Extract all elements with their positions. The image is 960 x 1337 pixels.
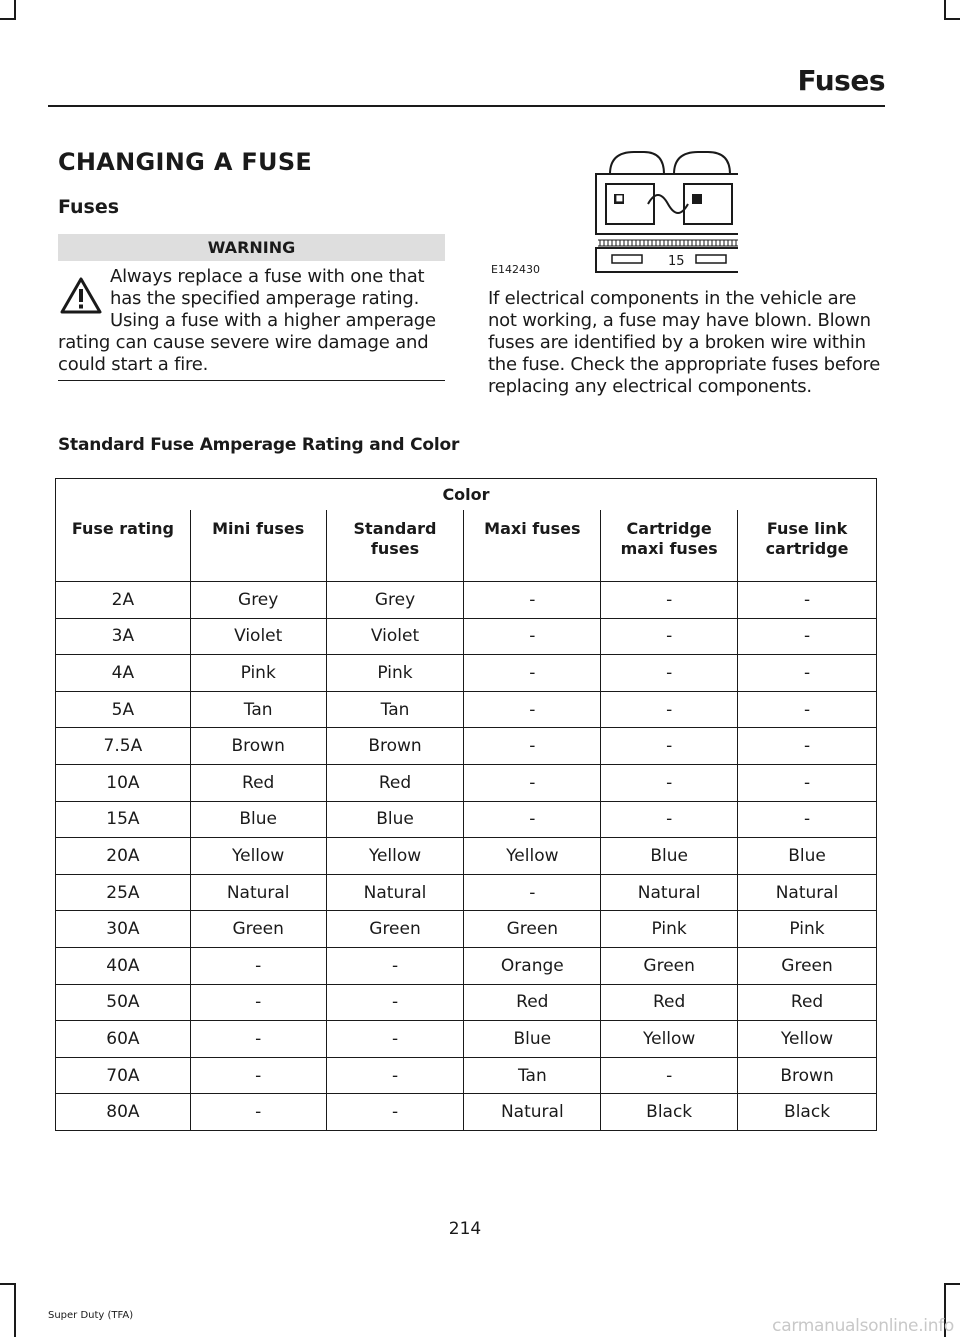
table-cell: Grey xyxy=(190,582,326,619)
table-cell: Natural xyxy=(601,874,738,911)
table-cell: - xyxy=(464,618,601,655)
table-cell: 7.5A xyxy=(56,728,191,765)
table-row xyxy=(56,691,877,728)
table-cell: 20A xyxy=(56,838,191,875)
table-cell: Red xyxy=(190,764,326,801)
table-cell: - xyxy=(464,874,601,911)
table-cell: Natural xyxy=(326,874,464,911)
page-header-title: Fuses xyxy=(797,64,885,97)
table-cell: Pink xyxy=(738,911,877,948)
table-row xyxy=(56,1057,877,1094)
table-cell: - xyxy=(190,1094,326,1131)
table-cell: - xyxy=(601,1057,738,1094)
table-cell: - xyxy=(190,984,326,1021)
table-cell: Blue xyxy=(601,838,738,875)
table-cell: Yellow xyxy=(326,838,464,875)
table-cell: 5A xyxy=(56,691,191,728)
table-cell: Natural xyxy=(190,874,326,911)
table-cell: Blue xyxy=(464,1021,601,1058)
table-cell: Brown xyxy=(326,728,464,765)
table-row xyxy=(56,947,877,984)
table-cell: - xyxy=(190,947,326,984)
fuse-illustration xyxy=(578,148,738,275)
table-cell: - xyxy=(464,655,601,692)
section-subheading: Fuses xyxy=(58,196,120,218)
table-cell: 3A xyxy=(56,618,191,655)
table-cell: Yellow xyxy=(464,838,601,875)
table-cell: 60A xyxy=(56,1021,191,1058)
table-cell: 80A xyxy=(56,1094,191,1131)
table-row xyxy=(56,655,877,692)
table-cell: - xyxy=(326,1057,464,1094)
table-cell: - xyxy=(601,801,738,838)
crop-mark xyxy=(14,0,16,20)
table-cell: Violet xyxy=(190,618,326,655)
table-row xyxy=(56,764,877,801)
table-group-header-row xyxy=(56,479,877,511)
warning-text: Always replace a fuse with one that has the specified amperage rating. Using a fuse with a higher amperage rating can cause severe wire damage and could start a fire. xyxy=(58,266,436,375)
table-row xyxy=(56,582,877,619)
table-cell: - xyxy=(738,655,877,692)
table-cell: - xyxy=(190,1021,326,1058)
table-cell: 70A xyxy=(56,1057,191,1094)
fuse-color-table xyxy=(55,478,877,1131)
table-cell: Brown xyxy=(738,1057,877,1094)
table-cell: 2A xyxy=(56,582,191,619)
table-cell: Blue xyxy=(190,801,326,838)
table-cell: - xyxy=(738,618,877,655)
table-cell: - xyxy=(326,1094,464,1131)
table-row xyxy=(56,1021,877,1058)
table-cell: Green xyxy=(738,947,877,984)
table-cell: - xyxy=(190,1057,326,1094)
warning-rule xyxy=(58,380,445,381)
table-title: Standard Fuse Amperage Rating and Color xyxy=(58,435,460,455)
table-header-row xyxy=(56,510,877,582)
warning-triangle-icon xyxy=(59,276,103,316)
table-cell: 30A xyxy=(56,911,191,948)
body-paragraph: If electrical components in the vehicle are not working, a fuse may have blown. Blown fuses are identified by a broken wire within the fuse. Check the appropriate fuses before replacing any electrical components. xyxy=(488,288,881,397)
table-cell: - xyxy=(738,691,877,728)
table-cell: Natural xyxy=(738,874,877,911)
column-header: Fuse rating xyxy=(56,510,191,582)
crop-mark xyxy=(0,18,16,20)
table-cell: - xyxy=(326,947,464,984)
table-cell: Pink xyxy=(326,655,464,692)
page-number: 214 xyxy=(448,1219,482,1239)
table-cell: - xyxy=(601,618,738,655)
table-cell: - xyxy=(464,801,601,838)
table-body xyxy=(56,582,877,1131)
table-cell: Yellow xyxy=(738,1021,877,1058)
table-cell: - xyxy=(464,764,601,801)
table-cell: 25A xyxy=(56,874,191,911)
table-cell: Red xyxy=(326,764,464,801)
section-heading: CHANGING A FUSE xyxy=(58,148,313,176)
table-cell: Tan xyxy=(326,691,464,728)
table-cell: - xyxy=(464,728,601,765)
table-row xyxy=(56,728,877,765)
table-cell: Violet xyxy=(326,618,464,655)
table-cell: Black xyxy=(601,1094,738,1131)
table-cell: - xyxy=(738,764,877,801)
figure-label: E142430 xyxy=(491,263,540,276)
table-cell: Natural xyxy=(464,1094,601,1131)
table-cell: Green xyxy=(464,911,601,948)
table-row xyxy=(56,618,877,655)
table-cell: - xyxy=(464,582,601,619)
table-cell: Green xyxy=(190,911,326,948)
table-cell: - xyxy=(601,582,738,619)
header-rule xyxy=(48,105,885,107)
column-header: Standard fuses xyxy=(326,510,464,582)
table-cell: Red xyxy=(601,984,738,1021)
table-cell: - xyxy=(601,691,738,728)
table-cell: 4A xyxy=(56,655,191,692)
table-cell: - xyxy=(738,728,877,765)
table-cell: Green xyxy=(326,911,464,948)
table-cell: Red xyxy=(464,984,601,1021)
crop-mark xyxy=(944,0,946,20)
table-cell: Pink xyxy=(601,911,738,948)
table-cell: Blue xyxy=(738,838,877,875)
column-header: Mini fuses xyxy=(190,510,326,582)
table-cell: Orange xyxy=(464,947,601,984)
table-cell: Yellow xyxy=(601,1021,738,1058)
table-cell: 10A xyxy=(56,764,191,801)
table-cell: Black xyxy=(738,1094,877,1131)
fuse-number-label: 15 xyxy=(668,254,685,269)
table-cell: - xyxy=(326,1021,464,1058)
table-cell: - xyxy=(601,655,738,692)
table-cell: Yellow xyxy=(190,838,326,875)
column-header: Cartridge maxi fuses xyxy=(601,510,738,582)
table-cell: Blue xyxy=(326,801,464,838)
column-header: Maxi fuses xyxy=(464,510,601,582)
table-cell: Pink xyxy=(190,655,326,692)
table-group-header: Color xyxy=(56,479,877,511)
table-cell: - xyxy=(464,691,601,728)
watermark: carmanualsonline.info xyxy=(772,1316,954,1336)
crop-mark xyxy=(0,1283,16,1285)
table-row xyxy=(56,874,877,911)
crop-mark xyxy=(944,1283,960,1285)
table-row xyxy=(56,838,877,875)
table-cell: 15A xyxy=(56,801,191,838)
table-cell: - xyxy=(738,801,877,838)
table-row xyxy=(56,801,877,838)
table-cell: 40A xyxy=(56,947,191,984)
crop-mark xyxy=(14,1283,16,1337)
table-cell: Tan xyxy=(190,691,326,728)
table-cell: - xyxy=(326,984,464,1021)
table-cell: Grey xyxy=(326,582,464,619)
table-cell: 50A xyxy=(56,984,191,1021)
column-header: Fuse link cartridge xyxy=(738,510,877,582)
table-cell: Brown xyxy=(190,728,326,765)
warning-label: WARNING xyxy=(58,234,445,261)
table-cell: - xyxy=(601,764,738,801)
table-cell: - xyxy=(601,728,738,765)
warning-box xyxy=(58,266,447,376)
table-row xyxy=(56,1094,877,1131)
table-cell: - xyxy=(738,582,877,619)
table-cell: Red xyxy=(738,984,877,1021)
table-cell: Green xyxy=(601,947,738,984)
publication-footer: Super Duty (TFA) xyxy=(48,1310,134,1321)
table-row xyxy=(56,911,877,948)
table-cell: Tan xyxy=(464,1057,601,1094)
table-row xyxy=(56,984,877,1021)
crop-mark xyxy=(944,18,960,20)
